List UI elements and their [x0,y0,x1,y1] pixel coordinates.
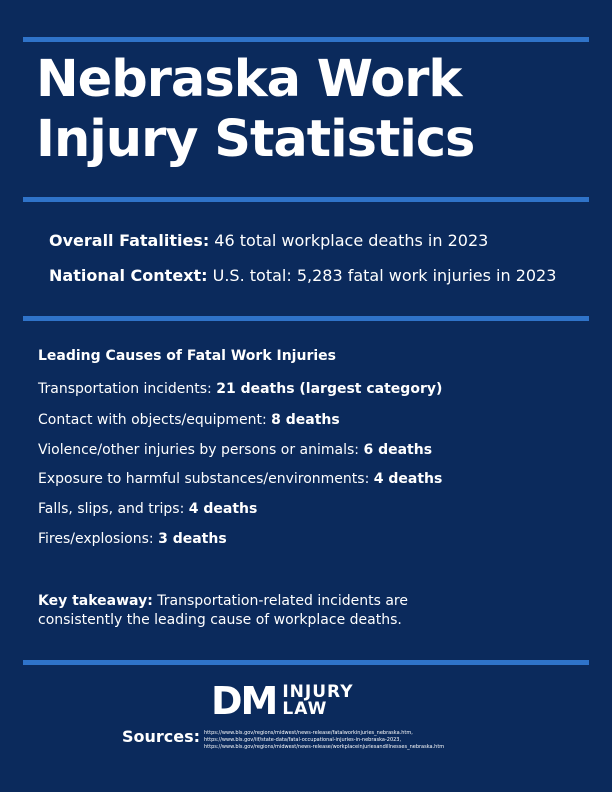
sources-list [204,730,584,751]
cause-item [38,471,442,487]
title-divider [23,197,589,202]
logo-word-law: LAW [282,699,328,719]
top-divider [23,37,589,42]
cause-name: Contact with objects/equipment: [38,412,272,428]
cause-value: 21 deaths (largest category) [216,381,443,397]
page-title [36,50,596,170]
source-link[interactable]: https://www.bls.gov/iif/state-data/fatal-occupational-injuries-in-nebraska-2023, [204,737,402,743]
cause-name: Falls, slips, and trips: [38,501,189,517]
sources-label: Sources: [122,727,201,746]
cause-item [38,442,432,458]
causes-heading: Leading Causes of Fatal Work Injuries [38,348,336,364]
cause-value: 3 deaths [158,531,227,547]
fact-text: 46 total workplace deaths in 2023 [209,231,489,250]
logo-word-injury: INJURY [282,682,354,702]
logo-wordmark [282,684,353,718]
national-context [49,266,556,285]
cause-item [38,412,340,428]
cause-name: Fires/explosions: [38,531,159,547]
cause-value: 4 deaths [188,501,258,517]
title-line-2: Injury Statistics [36,110,475,169]
facts-divider [23,316,589,321]
key-takeaway [38,592,438,630]
cause-item [38,501,257,517]
cause-value: 6 deaths [363,442,433,458]
fact-label: Overall Fatalities: [49,231,210,250]
cause-name: Violence/other injuries by persons or animals: [38,442,364,458]
cause-value: 4 deaths [373,471,443,487]
cause-value: 8 deaths [271,412,340,428]
overall-fatalities [49,231,488,250]
takeaway-label: Key takeaway: [38,593,153,609]
fact-label: National Context: [49,266,208,285]
title-line-1: Nebraska Work [36,50,462,109]
cause-item [38,531,227,547]
source-link[interactable]: https://www.bls.gov/regions/midwest/news-release/fatalworkinjuries_nebraska.htm, [204,730,413,736]
bottom-divider [23,660,589,665]
cause-name: Exposure to harmful substances/environments: [38,471,374,487]
fact-text: U.S. total: 5,283 fatal work injuries in 2023 [207,266,557,285]
takeaway-text: Transportation-related incidents are consistently the leading cause of workplace deaths. [38,593,408,628]
source-link[interactable]: https://www.bls.gov/regions/midwest/news-release/workplaceinjuriesandillnesses_nebraska.htm [204,744,445,750]
cause-item [38,381,442,397]
logo-mark: DM [211,679,277,723]
cause-name: Transportation incidents: [38,381,217,397]
dm-injury-law-logo [211,679,354,723]
